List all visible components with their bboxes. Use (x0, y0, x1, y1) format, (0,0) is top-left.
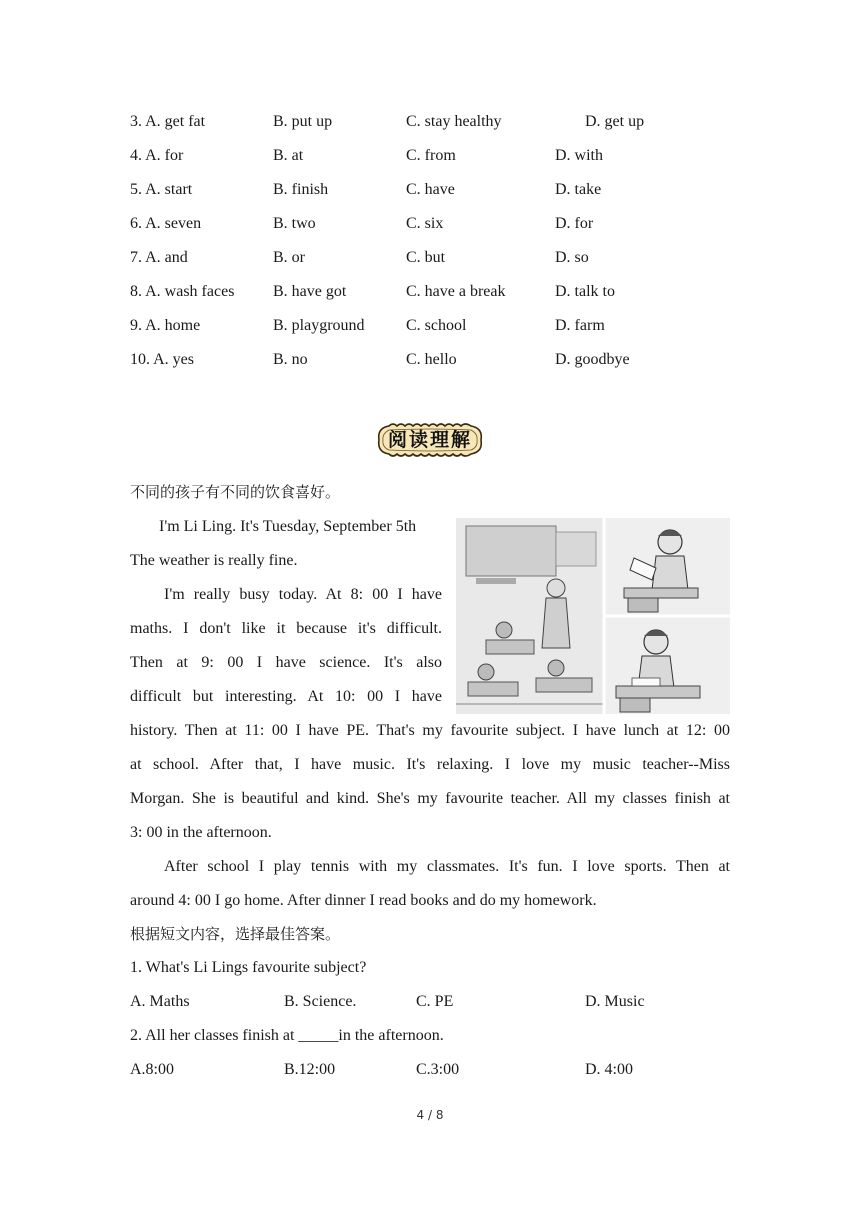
passage-line: Morgan. She is beautiful and kind. She's my favourite teacher. All my classes finish at (130, 790, 730, 807)
passage-line: Then at 9: 00 I have science. It's also (130, 654, 442, 671)
option-c: C. PE (416, 993, 454, 1010)
option-a: A. Maths (130, 993, 190, 1010)
option-c: C. have (406, 181, 455, 198)
option-c: C. but (406, 249, 446, 266)
classroom-illustration (456, 518, 730, 714)
option-b: B.12:00 (284, 1061, 336, 1078)
option-b: B. at (273, 147, 304, 164)
passage-line: The weather is really fine. (130, 552, 298, 569)
passage-line: history. Then at 11: 00 I have PE. That's my favourite subject. I have lunch at 12: 00 (130, 722, 730, 739)
option-b: B. no (273, 351, 308, 368)
option-c: C. from (406, 147, 456, 164)
option-d: D. with (555, 147, 603, 164)
page-number: 4 / 8 (416, 1108, 444, 1122)
option-b: B. or (273, 249, 305, 266)
option-b: B. finish (273, 181, 329, 198)
option-b: B. Science. (284, 993, 357, 1010)
option-a: 9. A. home (130, 317, 201, 334)
section-intro: 不同的孩子有不同的饮食喜好。 (130, 483, 341, 501)
option-c: C. hello (406, 351, 457, 368)
option-a: 7. A. and (130, 249, 188, 266)
option-d: D. 4:00 (585, 1061, 633, 1078)
option-d: D. talk to (555, 283, 615, 300)
passage-line: maths. I don't like it because it's difficult. (130, 620, 442, 637)
option-d: D. take (555, 181, 602, 198)
option-d: D. so (555, 249, 589, 266)
option-c: C. six (406, 215, 444, 232)
option-c: C. school (406, 317, 467, 334)
option-b: B. two (273, 215, 316, 232)
option-a: 4. A. for (130, 147, 184, 164)
passage-line: at school. After that, I have music. It's relaxing. I love my music teacher--Miss (130, 756, 730, 773)
question-1-stem: 1. What's Li Lings favourite subject? (130, 959, 367, 976)
option-b: B. have got (273, 283, 347, 300)
option-d: D. Music (585, 993, 645, 1010)
passage-line: 3: 00 in the afternoon. (130, 824, 272, 841)
option-a: 8. A. wash faces (130, 283, 235, 300)
option-c: C. stay healthy (406, 113, 502, 130)
option-d: D. goodbye (555, 351, 630, 368)
option-a: 5. A. start (130, 181, 193, 198)
passage-line: around 4: 00 I go home. After dinner I read books and do my homework. (130, 892, 597, 909)
section-title: 阅读理解 (387, 429, 472, 451)
passage-line: After school I play tennis with my classmates. It's fun. I love sports. Then at (164, 858, 730, 875)
question-instruction: 根据短文内容，选择最佳答案。 (130, 925, 341, 943)
option-c: C. have a break (406, 283, 506, 300)
option-b: B. playground (273, 317, 365, 334)
question-2-stem: 2. All her classes finish at _____in the afternoon. (130, 1027, 444, 1044)
option-a: 10. A. yes (130, 351, 194, 368)
section-title-badge (375, 422, 485, 458)
option-a: 6. A. seven (130, 215, 202, 232)
option-d: D. farm (555, 317, 605, 334)
passage-line: I'm really busy today. At 8: 00 I have (164, 586, 442, 603)
passage-line: difficult but interesting. At 10: 00 I have (130, 688, 442, 705)
passage-line: I'm Li Ling. It's Tuesday, September 5th (159, 518, 417, 535)
option-d: D. get up (585, 113, 645, 130)
option-c: C.3:00 (416, 1061, 460, 1078)
option-b: B. put up (273, 113, 333, 130)
option-a: 3. A. get fat (130, 113, 206, 130)
option-a: A.8:00 (130, 1061, 174, 1078)
option-d: D. for (555, 215, 594, 232)
